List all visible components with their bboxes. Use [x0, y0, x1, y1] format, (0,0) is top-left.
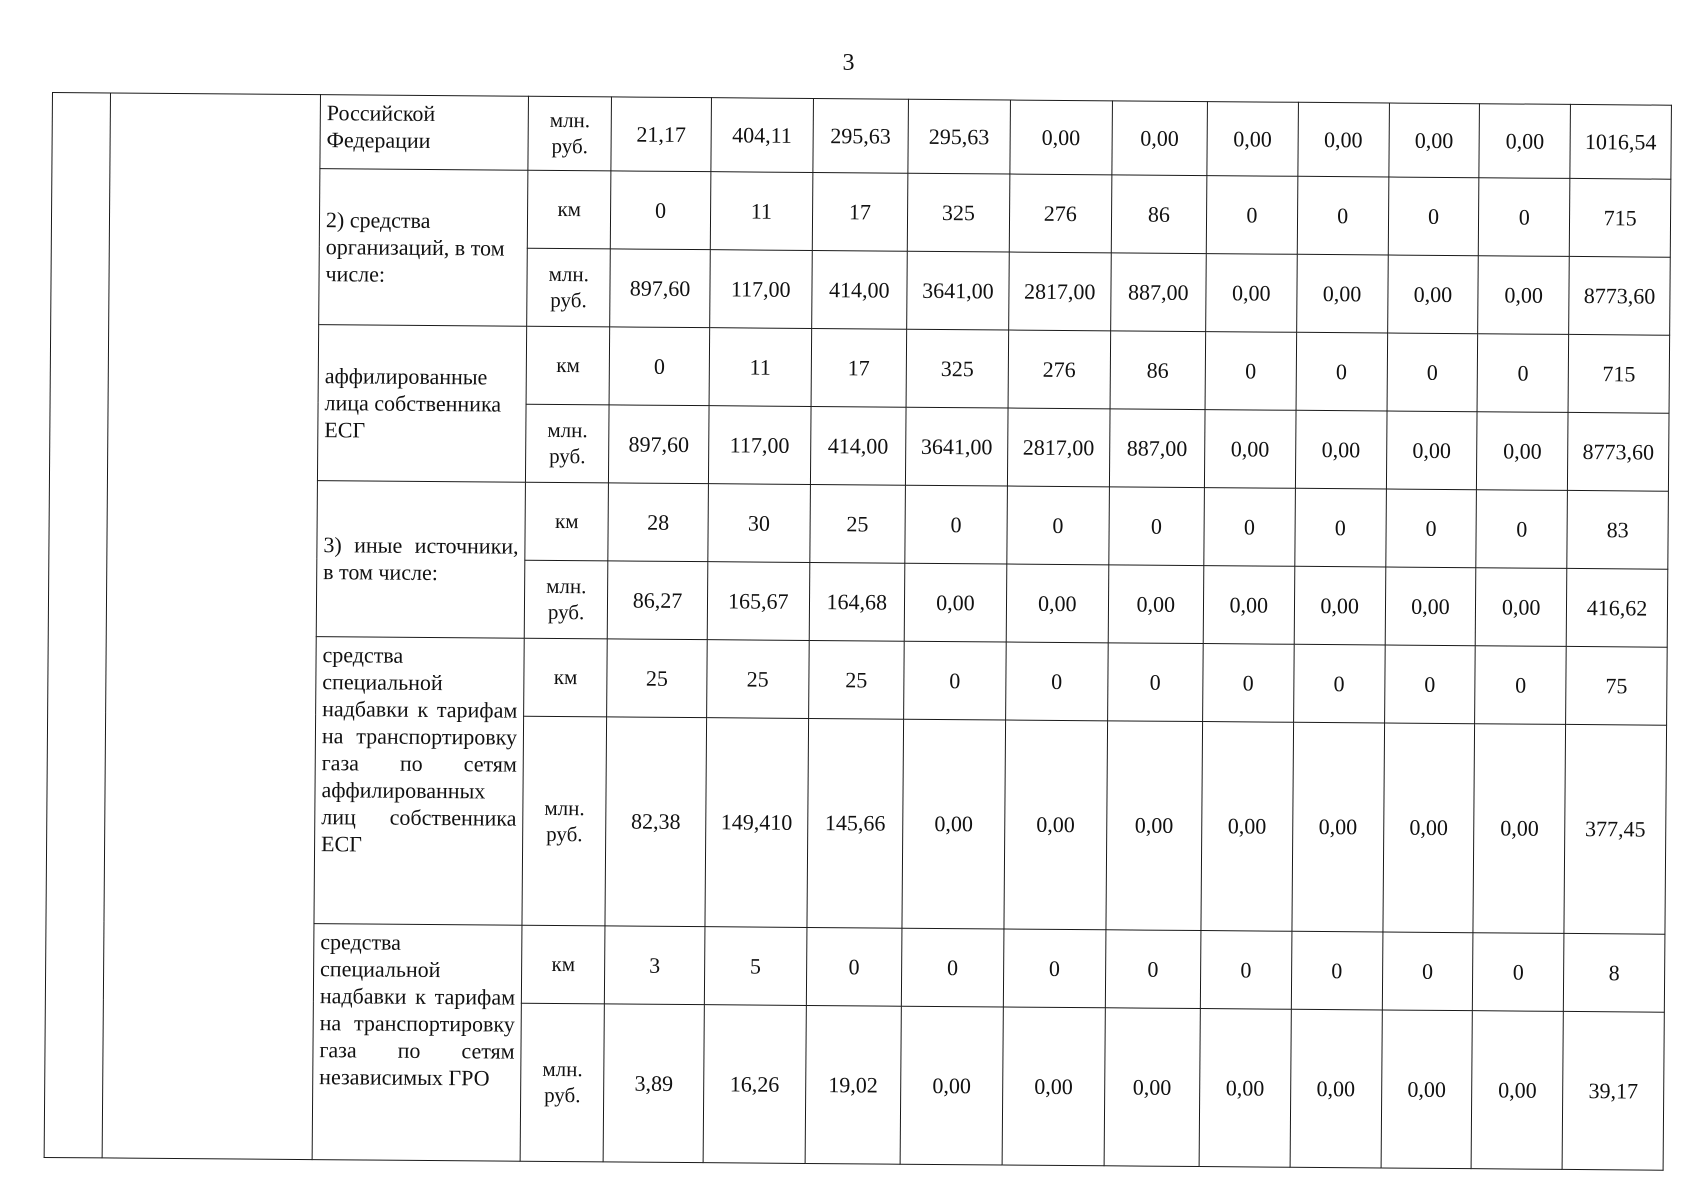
- value-cell: 2817,00: [1009, 252, 1111, 331]
- unit-cell: км: [527, 170, 611, 249]
- value-cell: 0,00: [1298, 102, 1389, 177]
- value-cell: 897,60: [609, 405, 709, 484]
- value-cell: 0: [609, 327, 709, 406]
- row-label: средства специальной надбавки к тарифам на транспортировку газа по сетям аффилированных лиц собственника ЕСГ: [314, 636, 524, 924]
- value-cell: 0,00: [1476, 568, 1567, 647]
- value-cell: 0: [1476, 490, 1567, 569]
- value-cell: 0,00: [1206, 253, 1297, 332]
- financing-table-container: [44, 92, 1672, 1171]
- value-cell: 0: [1206, 175, 1297, 254]
- value-cell: 0: [1385, 489, 1476, 568]
- value-cell: 0,00: [1385, 567, 1476, 646]
- value-cell: 82,38: [605, 717, 706, 927]
- value-cell: 0,00: [1292, 722, 1384, 931]
- row-label: 2) средства организаций, в том числе:: [319, 168, 528, 326]
- value-cell: 25: [607, 639, 707, 718]
- value-cell: 117,00: [708, 406, 810, 485]
- value-cell: 0,00: [1296, 254, 1387, 333]
- value-cell: 0,00: [1201, 721, 1293, 930]
- value-cell: 0,00: [1294, 566, 1385, 645]
- total-cell: 75: [1566, 646, 1667, 725]
- value-cell: 0,00: [1108, 565, 1204, 644]
- value-cell: 0: [1203, 643, 1294, 722]
- value-cell: 86,27: [607, 561, 707, 640]
- value-cell: 0: [1293, 644, 1384, 723]
- value-cell: 0,00: [1106, 721, 1203, 931]
- value-cell: 28: [608, 483, 708, 562]
- total-cell: 8773,60: [1568, 412, 1669, 491]
- value-cell: 0,00: [1479, 104, 1570, 179]
- value-cell: 3641,00: [905, 407, 1007, 486]
- value-cell: 276: [1009, 174, 1111, 253]
- value-cell: 0,00: [1478, 256, 1569, 335]
- value-cell: 887,00: [1109, 409, 1205, 488]
- total-cell: 8773,60: [1569, 256, 1670, 335]
- value-cell: 0,00: [1388, 103, 1479, 178]
- empty-cell-name: [102, 93, 321, 1160]
- value-cell: 295,63: [908, 99, 1010, 174]
- value-cell: 0,00: [1477, 412, 1568, 491]
- unit-cell: млн. руб.: [527, 248, 611, 327]
- value-cell: 19,02: [805, 1005, 901, 1164]
- value-cell: 3: [605, 926, 705, 1005]
- value-cell: 0: [1005, 642, 1107, 721]
- value-cell: 0,00: [1386, 411, 1477, 490]
- value-cell: 0: [806, 927, 902, 1006]
- total-cell: 39,17: [1562, 1011, 1664, 1170]
- row-label: 3) иные источники, в том числе:: [316, 480, 525, 638]
- value-cell: 0,00: [902, 719, 1006, 929]
- value-cell: 11: [710, 171, 812, 250]
- value-cell: 887,00: [1110, 253, 1206, 332]
- value-cell: 17: [811, 328, 907, 407]
- value-cell: 25: [810, 484, 906, 563]
- total-cell: 1016,54: [1570, 104, 1671, 179]
- total-cell: 416,62: [1566, 568, 1667, 647]
- value-cell: 86: [1110, 331, 1206, 410]
- value-cell: 0,00: [900, 1006, 1003, 1165]
- unit-cell: млн. руб.: [528, 96, 612, 170]
- total-cell: 8: [1563, 933, 1664, 1012]
- value-cell: 16,26: [703, 1004, 806, 1163]
- table-row: [52, 93, 1672, 180]
- value-cell: 86: [1111, 175, 1207, 254]
- value-cell: 3,89: [603, 1004, 704, 1163]
- value-cell: 0: [1475, 646, 1566, 725]
- unit-cell: км: [524, 638, 608, 717]
- value-cell: 25: [706, 640, 808, 719]
- value-cell: 0: [1384, 645, 1475, 724]
- value-cell: 414,00: [811, 250, 907, 329]
- value-cell: 0,00: [1010, 100, 1112, 175]
- value-cell: 2817,00: [1007, 408, 1109, 487]
- value-cell: 0: [1007, 486, 1109, 565]
- unit-cell: млн. руб.: [522, 716, 607, 925]
- value-cell: 5: [704, 926, 806, 1005]
- value-cell: 0,00: [1006, 564, 1108, 643]
- value-cell: 0: [905, 485, 1007, 564]
- value-cell: 0: [1003, 929, 1105, 1008]
- unit-cell: млн. руб.: [526, 404, 610, 483]
- value-cell: 117,00: [710, 249, 812, 328]
- value-cell: 295,63: [813, 98, 909, 173]
- unit-cell: км: [526, 326, 610, 405]
- value-cell: 30: [708, 484, 810, 563]
- value-cell: 0,00: [1002, 1007, 1105, 1166]
- row-label: аффилированные лица собственника ЕСГ: [317, 324, 526, 482]
- value-cell: 0,00: [904, 563, 1006, 642]
- value-cell: 0: [1205, 331, 1296, 410]
- value-cell: 0,00: [1112, 101, 1208, 176]
- value-cell: 0: [1296, 332, 1387, 411]
- value-cell: 0: [1105, 929, 1201, 1008]
- value-cell: 0,00: [1387, 255, 1478, 334]
- value-cell: 165,67: [707, 562, 809, 641]
- value-cell: 0,00: [1295, 410, 1386, 489]
- value-cell: 0: [1297, 176, 1388, 255]
- value-cell: 0: [1295, 488, 1386, 567]
- value-cell: 0: [610, 171, 710, 250]
- value-cell: 325: [906, 329, 1008, 408]
- value-cell: 145,66: [807, 718, 904, 928]
- row-label: Российской Федерации: [320, 95, 529, 170]
- value-cell: 21,17: [611, 97, 711, 172]
- value-cell: 25: [808, 640, 904, 719]
- value-cell: 0: [1477, 334, 1568, 413]
- total-cell: 83: [1567, 490, 1668, 569]
- value-cell: 0,00: [1104, 1008, 1200, 1167]
- value-cell: 0,00: [1204, 409, 1295, 488]
- value-cell: 0: [904, 641, 1006, 720]
- empty-cell-number: [44, 93, 110, 1158]
- value-cell: 325: [907, 173, 1009, 252]
- total-cell: 715: [1569, 178, 1670, 257]
- financing-table: [44, 92, 1672, 1171]
- value-cell: 0,00: [1004, 720, 1108, 930]
- value-cell: 0: [1200, 930, 1291, 1009]
- value-cell: 0,00: [1382, 723, 1474, 932]
- value-cell: 17: [812, 172, 908, 251]
- value-cell: 897,60: [610, 249, 710, 328]
- value-cell: 414,00: [810, 406, 906, 485]
- value-cell: 0,00: [1290, 1009, 1382, 1168]
- value-cell: 3641,00: [907, 251, 1009, 330]
- value-cell: 0,00: [1199, 1008, 1291, 1167]
- value-cell: 0,00: [1471, 1010, 1563, 1169]
- value-cell: 0: [1387, 333, 1478, 412]
- unit-cell: км: [525, 482, 609, 561]
- value-cell: 404,11: [711, 98, 813, 173]
- page-number: 3: [842, 50, 855, 76]
- value-cell: 0,00: [1207, 102, 1298, 177]
- value-cell: 0: [1204, 487, 1295, 566]
- value-cell: 164,68: [809, 562, 905, 641]
- unit-cell: млн. руб.: [520, 1003, 604, 1162]
- unit-cell: км: [522, 925, 606, 1004]
- value-cell: 276: [1008, 330, 1110, 409]
- value-cell: 0: [1291, 931, 1382, 1010]
- value-cell: 0: [1388, 177, 1479, 256]
- value-cell: 0: [1473, 932, 1564, 1011]
- value-cell: 0: [1382, 932, 1473, 1011]
- unit-cell: млн. руб.: [524, 560, 608, 639]
- total-cell: 377,45: [1564, 724, 1666, 934]
- value-cell: 0: [1109, 487, 1205, 566]
- value-cell: 0: [901, 928, 1003, 1007]
- value-cell: 11: [709, 327, 811, 406]
- total-cell: 715: [1568, 334, 1669, 413]
- value-cell: 0: [1479, 178, 1570, 257]
- value-cell: 0: [1107, 643, 1203, 722]
- value-cell: 0,00: [1473, 724, 1565, 933]
- value-cell: 149,410: [705, 718, 809, 928]
- value-cell: 0,00: [1203, 565, 1294, 644]
- row-label: средства специальной надбавки к тарифам на транспортировку газа по сетям независимых ГРО: [312, 923, 522, 1161]
- value-cell: 0,00: [1381, 1010, 1473, 1169]
